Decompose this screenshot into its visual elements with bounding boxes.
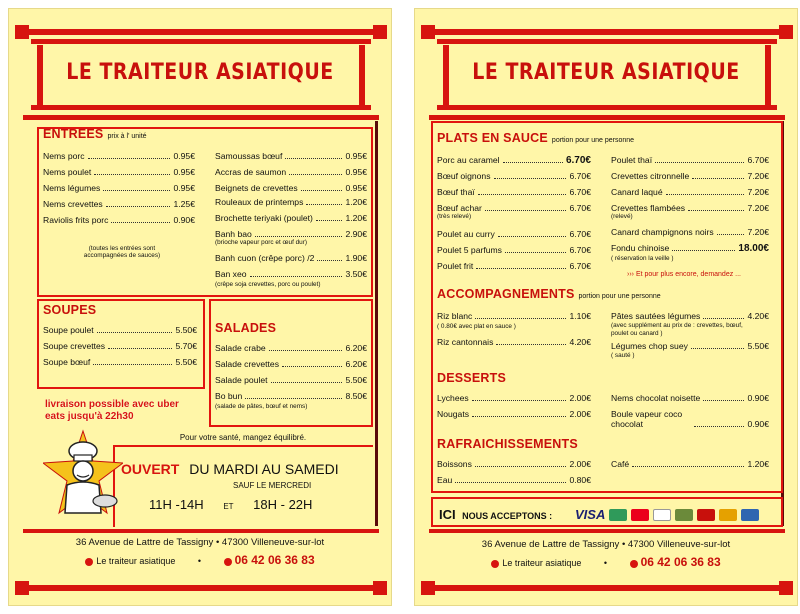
menu-item: Bo bun 8.50€ (215, 391, 367, 401)
menu-item: Bœuf oignons 6.70€ (437, 171, 591, 181)
menu-item: Lychees 2.00€ (437, 393, 591, 403)
facebook-icon (491, 560, 499, 568)
facebook-name: Le traiteur asiatique (96, 556, 176, 566)
menu-item: Eau 0.80€ (437, 475, 591, 485)
item-note: (relevé) (611, 213, 633, 220)
ticket-card-icon (609, 509, 627, 521)
opening-days: OUVERT DU MARDI AU SAMEDI (121, 461, 339, 477)
soupes-heading: SOUPES (43, 303, 97, 317)
frame-corner (421, 25, 435, 39)
menu-title: LE TRAITEUR ASIATIQUE (472, 59, 740, 85)
phone-number: 06 42 06 36 83 (640, 555, 721, 569)
menu-item: Boissons 2.00€ (437, 459, 591, 469)
menu-item: Samoussas bœuf 0.95€ (215, 151, 367, 161)
menu-page-right (414, 8, 798, 606)
menu-item: Accras de saumon 0.95€ (215, 167, 367, 177)
item-note: (crêpe soja crevettes, porc ou poulet) (215, 281, 321, 288)
item-note: ( sauté ) (611, 352, 635, 359)
phone-icon (630, 560, 638, 568)
payment-cards (575, 507, 759, 522)
opening-hours: 11H -14H ET 18H - 22H (149, 497, 313, 512)
menu-item: Soupe crevettes 5.70€ (43, 341, 197, 351)
menu-item: Crevettes flambées 7.20€ (611, 203, 769, 213)
menu-item: Fondu chinoise 18.00€ (611, 243, 769, 254)
menu-item: Nems légumes 0.95€ (43, 183, 195, 193)
entrees-heading: ENTREES prix à l' unité (43, 127, 147, 141)
frame-bar-footer-top (23, 529, 379, 533)
entrees-note: (toutes les entrées sont accompagnées de sauces) (83, 245, 161, 259)
menu-item: Raviolis frits porc 0.90€ (43, 215, 195, 225)
menu-item: Banh cuon (crêpe porc) /2 1.90€ (215, 253, 367, 263)
item-note: (avec supplément au prix de : crevettes, bœuf, poulet ou canard ) (611, 322, 743, 337)
salades-heading: SALADES (215, 321, 277, 335)
menu-item: Salade crabe 6.20€ (215, 343, 367, 353)
card-icon (741, 509, 759, 521)
accompagnements-heading: ACCOMPAGNEMENTS portion pour une personne (437, 287, 661, 301)
address: 36 Avenue de Lattre de Tassigny • 47300 Villeneuve-sur-lot (75, 537, 325, 548)
menu-item: Poulet 5 parfums 6.70€ (437, 245, 591, 255)
frame-bar-mid2 (23, 115, 379, 120)
menu-item: Poulet thaï 6.70€ (611, 155, 769, 165)
closed-day: SAUF LE MERCREDI (233, 481, 312, 490)
frame-corner (15, 25, 29, 39)
menu-item: Nougats 2.00€ (437, 409, 591, 419)
delivery-note: livraison possible avec uber eats jusqu'à 22h30 (45, 399, 179, 422)
menu-item: Poulet frit 6.70€ (437, 261, 591, 271)
frame-bar-top-inner (437, 39, 777, 44)
frame-bar-mid (437, 105, 777, 110)
frame-corner (15, 581, 29, 595)
menu-item: Brochette teriyaki (poulet) 1.20€ (215, 213, 367, 223)
contactless-icon (653, 509, 671, 521)
desserts-heading: DESSERTS (437, 371, 506, 385)
menu-item: Crevettes citronnelle 7.20€ (611, 171, 769, 181)
item-note: (très relevé) (437, 213, 472, 220)
frame-bar-top (23, 29, 379, 35)
contact-line: Le traiteur asiatique • 06 42 06 36 83 (9, 553, 391, 567)
facebook-name: Le traiteur asiatique (502, 558, 582, 568)
menu-item: Café 1.20€ (611, 459, 769, 469)
meal-voucher-icon (675, 509, 693, 521)
facebook-icon (85, 558, 93, 566)
menu-item: Salade poulet 5.50€ (215, 375, 367, 385)
phone-number: 06 42 06 36 83 (234, 553, 315, 567)
menu-item: Nems crevettes 1.25€ (43, 199, 195, 209)
item-note: ( 0.80€ avec plat en sauce ) (437, 323, 516, 330)
menu-item: Boule vapeur coco chocolat 0.90€ (611, 409, 769, 429)
menu-item: Poulet au curry 6.70€ (437, 229, 591, 239)
frame-bar-top (429, 29, 785, 35)
menu-item: Nems chocolat noisette 0.90€ (611, 393, 769, 403)
menu-item: Canard champignons noirs 7.20€ (611, 227, 769, 237)
menu-item: Beignets de crevettes 0.95€ (215, 183, 367, 193)
menu-page-left (8, 8, 392, 606)
cheque-icon (719, 509, 737, 521)
frame-bar-footer-top (429, 529, 785, 533)
payment-label: ICI NOUS ACCEPTONS : (439, 507, 553, 522)
rafraichissements-heading: RAFRAICHISSEMENTS (437, 437, 578, 451)
menu-item: Pâtes sautées légumes 4.20€ (611, 311, 769, 321)
frame-bar-mid2 (429, 115, 785, 120)
menu-item: Légumes chop suey 5.50€ (611, 341, 769, 351)
address: 36 Avenue de Lattre de Tassigny • 47300 Villeneuve-sur-lot (481, 539, 731, 550)
menu-item: Nems poulet 0.95€ (43, 167, 195, 177)
voucher-icon (697, 509, 715, 521)
menu-item: Soupe bœuf 5.50€ (43, 357, 197, 367)
frame-bar-bottom (23, 585, 379, 591)
frame-corner (373, 25, 387, 39)
contact-line: Le traiteur asiatique • 06 42 06 36 83 (415, 555, 797, 569)
item-note: (salade de pâtes, bœuf et nems) (215, 403, 308, 410)
frame-corner (373, 581, 387, 595)
chef-mascot-icon (43, 429, 123, 525)
menu-item: Riz blanc 1.10€ (437, 311, 591, 321)
frame-corner (779, 581, 793, 595)
menu-title: LE TRAITEUR ASIATIQUE (66, 59, 334, 85)
menu-item: Nems porc 0.95€ (43, 151, 195, 161)
menu-item: Soupe poulet 5.50€ (43, 325, 197, 335)
mastercard-icon (631, 509, 649, 521)
menu-item: Riz cantonnais 4.20€ (437, 337, 591, 347)
more-note: ››› Et pour plus encore, demandez ... (627, 271, 741, 278)
frame-bar-bottom (429, 585, 785, 591)
frame-bar-mid (31, 105, 371, 110)
item-note: (brioche vapeur porc et œuf dur) (215, 239, 307, 246)
plats-heading: PLATS EN SAUCE portion pour une personne (437, 131, 635, 145)
frame-shadow-right (375, 121, 378, 526)
health-message: Pour votre santé, mangez équilibré. (179, 433, 307, 442)
phone-icon (224, 558, 232, 566)
menu-item: Bœuf achar 6.70€ (437, 203, 591, 213)
menu-item: Banh bao 2.90€ (215, 229, 367, 239)
frame-bar-top-inner (31, 39, 371, 44)
menu-item: Porc au caramel 6.70€ (437, 155, 591, 166)
menu-item: Canard laqué 7.20€ (611, 187, 769, 197)
menu-item: Rouleaux de printemps 1.20€ (215, 197, 367, 207)
menu-item: Ban xeo 3.50€ (215, 269, 367, 279)
frame-corner (421, 581, 435, 595)
frame-corner (779, 25, 793, 39)
visa-icon: VISA (575, 507, 606, 522)
menu-item: Bœuf thaï 6.70€ (437, 187, 591, 197)
item-note: ( réservation la veille ) (611, 255, 674, 262)
menu-item: Salade crevettes 6.20€ (215, 359, 367, 369)
